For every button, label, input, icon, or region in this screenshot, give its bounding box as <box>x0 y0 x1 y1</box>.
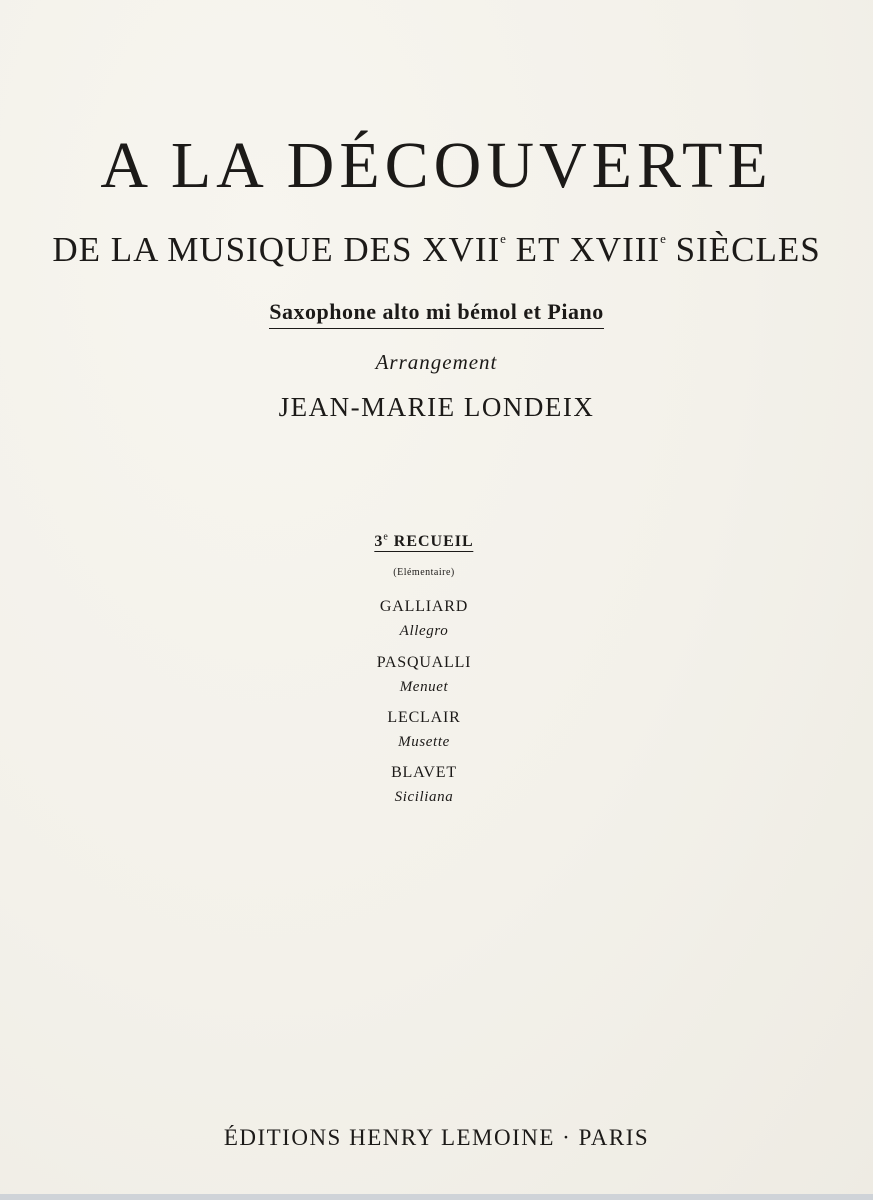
main-title: A LA DÉCOUVERTE <box>100 129 773 202</box>
subtitle-superscript-1: e <box>500 231 506 246</box>
subtitle-part-1: DE LA MUSIQUE DES XVII <box>52 230 501 269</box>
collection-heading-underline <box>374 533 473 552</box>
composer-name: LECLAIR <box>387 709 461 726</box>
instrumentation-line <box>0 299 873 329</box>
collection-heading <box>374 532 473 551</box>
collection-label: RECUEIL <box>393 533 474 551</box>
instrumentation-text: Saxophone alto mi bémol et Piano <box>269 299 603 329</box>
collection-level: (Elémentaire) <box>393 567 455 578</box>
piece-title: Musette <box>398 734 450 750</box>
arrangement-label: Arrangement <box>375 350 498 374</box>
composer-name: PASQUALLI <box>376 654 472 671</box>
subtitle-part-3: SIÈCLES <box>665 230 821 269</box>
piece-title: Menuet <box>399 679 449 695</box>
subtitle <box>0 230 873 270</box>
publisher-imprint: ÉDITIONS HENRY LEMOINE · PARIS <box>223 1125 650 1150</box>
arranger-name: JEAN-MARIE LONDEIX <box>278 392 595 422</box>
subtitle-part-2: ET XVIII <box>505 230 661 269</box>
piece-title: Allegro <box>399 623 449 639</box>
collection-number-superscript: e <box>383 532 389 543</box>
page-bottom-edge <box>0 1194 873 1200</box>
composer-name: GALLIARD <box>379 598 469 615</box>
piece-title: Siciliana <box>394 789 454 805</box>
subtitle-superscript-2: e <box>660 231 666 246</box>
collection-number: 3 <box>374 533 384 551</box>
composer-name: BLAVET <box>391 764 457 781</box>
